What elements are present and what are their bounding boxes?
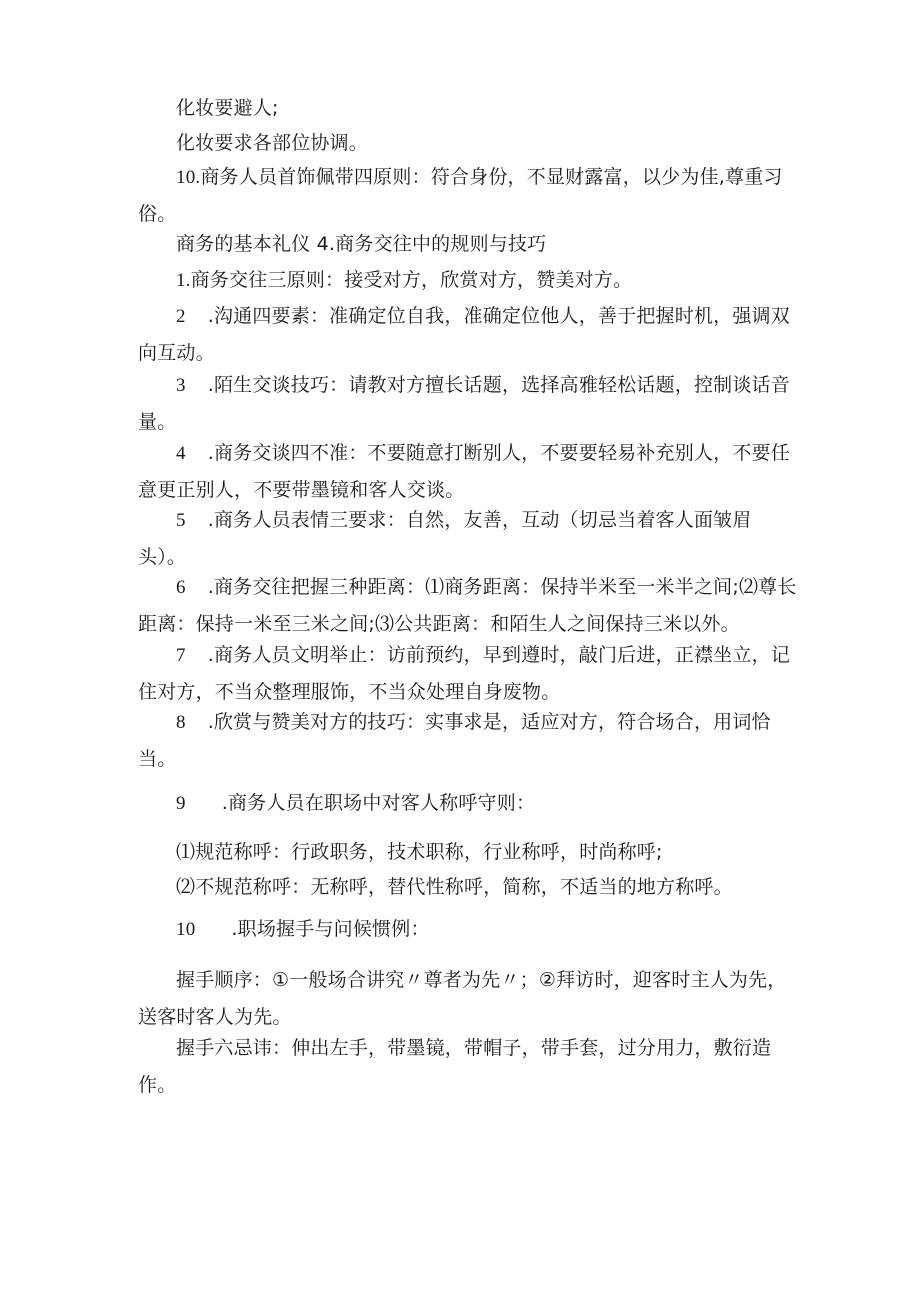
paragraph: [138, 435, 798, 509]
paragraph: [138, 1030, 798, 1104]
paragraph: [138, 637, 798, 711]
paragraph: [138, 962, 798, 1036]
paragraph: [138, 226, 798, 263]
paragraph-text: .职场握手与问候惯例：: [231, 918, 430, 940]
paragraph-text: ⑵不规范称呼：无称呼，替代性称呼，简称，不适当的地方称呼。: [176, 876, 733, 898]
paragraph-number: 5: [176, 510, 186, 531]
paragraph-text: .商务人员在职场中对客人称呼守则：: [221, 792, 536, 814]
paragraph-text: .商务交谈四不准：不要随意打断别人，不要要轻易补充别人，不要任意更正别人，不要带墨镜和客人交谈。: [138, 442, 790, 501]
paragraph-text: 握手顺序：①一般场合讲究〃尊者为先〃；②拜访时，迎客时主人为先，送客时客人为先。: [138, 969, 787, 1028]
paragraph-number: 10: [176, 919, 196, 940]
paragraph-number: 4: [176, 443, 186, 464]
paragraph: [138, 911, 798, 948]
paragraph: [138, 785, 798, 822]
paragraph-number: 3: [176, 375, 186, 396]
paragraph-text: .商务人员文明举止：访前预约，早到遵时，敲门后进，正襟坐立，记住对方，不当众整理服饰，不当众处理自身废物。: [138, 644, 790, 703]
paragraph-text: 化妆要求各部位协调。: [176, 132, 369, 154]
paragraph-text: 握手六忌讳：伸出左手，带墨镜，带帽子，带手套，过分用力，敷衍造作。: [138, 1037, 772, 1096]
paragraph: [138, 262, 798, 299]
paragraph-number: 2: [176, 306, 186, 327]
paragraph-text: .商务人员表情三要求：自然，友善，互动（切忌当着客人面皱眉头）。: [138, 509, 752, 568]
paragraph: [138, 834, 798, 871]
paragraph-text: .沟通四要素：准确定位自我，准确定位他人，善于把握时机，强调双向互动。: [138, 305, 790, 364]
paragraph-number: 6: [176, 577, 186, 598]
paragraph-number: 8: [176, 712, 186, 733]
paragraph-number: 1.: [176, 270, 191, 291]
paragraph-text: 商务交往三原则：接受对方，欣赏对方，赞美对方。: [190, 269, 633, 291]
paragraph: [138, 569, 798, 643]
paragraph: [138, 869, 798, 906]
paragraph-text: ⑴规范称呼：行政职务，技术职称，行业称呼，时尚称呼;: [176, 841, 663, 863]
paragraph-text: .欣赏与赞美对方的技巧：实事求是，适应对方，符合场合，用词恰当。: [138, 711, 771, 770]
paragraph-number: 7: [176, 645, 186, 666]
paragraph: [138, 704, 798, 778]
paragraph: [138, 367, 798, 441]
paragraph: [138, 298, 798, 372]
paragraph-number: 10.: [176, 167, 201, 188]
paragraph-text: .陌生交谈技巧：请教对方擅长话题，选择高雅轻松话题，控制谈话音量。: [138, 374, 790, 433]
paragraph: [138, 502, 798, 576]
paragraph-number: 9: [176, 793, 186, 814]
paragraph-text: 商务人员首饰佩带四原则：符合身份，不显财露富，以少为佳,尊重习俗。: [138, 166, 783, 225]
paragraph: [138, 125, 798, 162]
paragraph-text: .商务交往把握三种距离：⑴商务距离：保持半米至一米半之间;⑵尊长距离：保持一米至三米之间;⑶公共距离：和陌生人之间保持三米以外。: [138, 576, 797, 635]
paragraph-text: 化妆要避人;: [176, 97, 279, 119]
paragraph: [138, 159, 798, 233]
paragraph-text: 商务的基本礼仪 4.商务交往中的规则与技巧: [176, 233, 547, 255]
paragraph: [138, 90, 798, 127]
